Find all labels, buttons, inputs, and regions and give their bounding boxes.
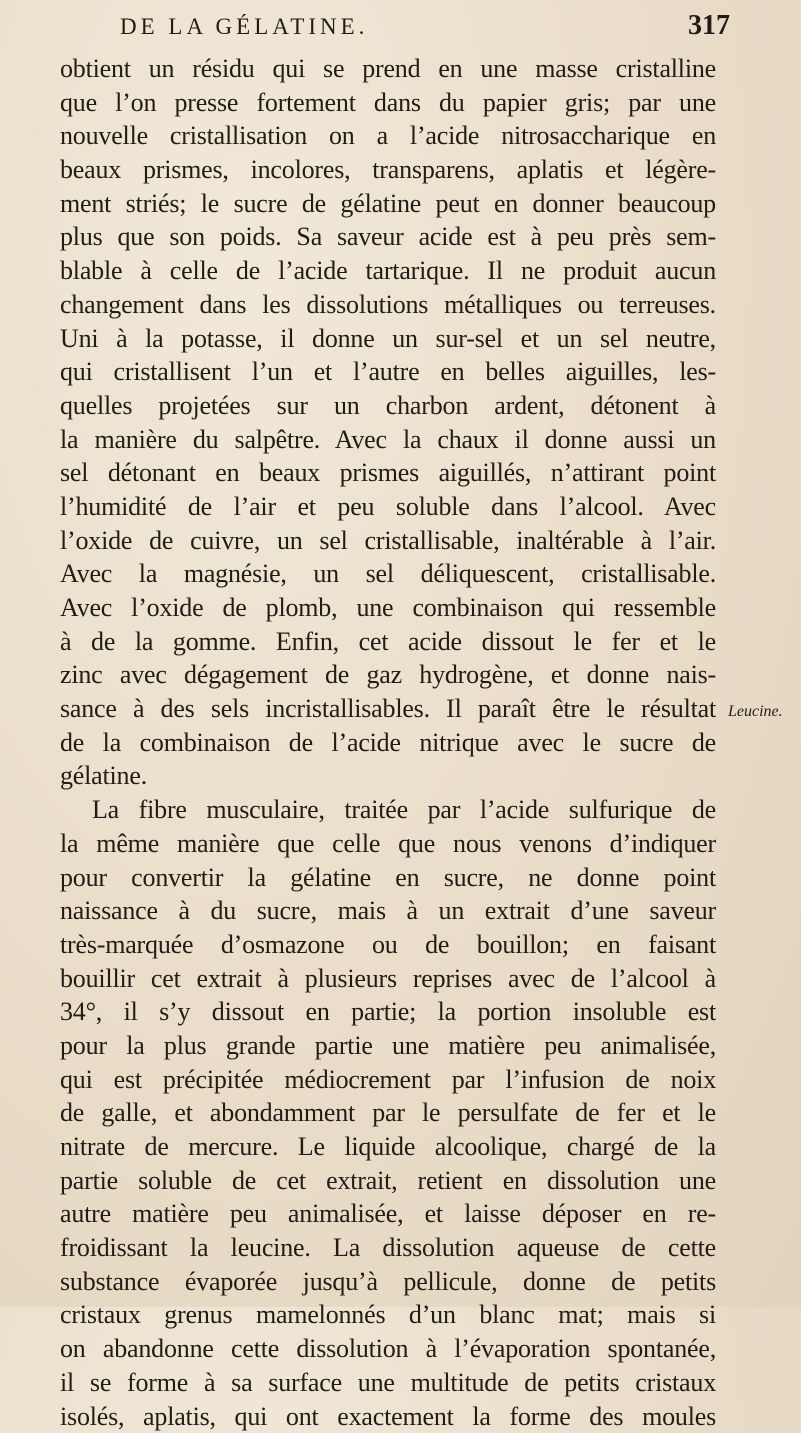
text-line: très-marquée d’osmazone ou de bouillon; en faisant <box>60 928 716 962</box>
text-line: pour convertir la gélatine en sucre, ne donne point <box>60 861 716 895</box>
text-line: la manière du salpêtre. Avec la chaux il donne aussi un <box>60 423 716 457</box>
text-line: blable à celle de l’acide tartarique. Il ne produit aucun <box>60 254 716 288</box>
text-line: substance évaporée jusqu’à pellicule, donne de petits <box>60 1265 716 1299</box>
margin-note: Leucine. <box>728 703 783 721</box>
text-line: zinc avec dégagement de gaz hydrogène, et donne nais- <box>60 658 716 692</box>
text-line: partie soluble de cet extrait, retient en dissolution une <box>60 1164 716 1198</box>
text-line: l’oxide de cuivre, un sel cristallisable, inaltérable à l’air. <box>60 524 716 558</box>
text-line: la même manière que celle que nous venons d’indiquer <box>60 827 716 861</box>
text-line: de galle, et abondamment par le persulfate de fer et le <box>60 1096 716 1130</box>
text-line: naissance à du sucre, mais à un extrait d’une saveur <box>60 894 716 928</box>
page-number: 317 <box>688 10 730 42</box>
text-line: on abandonne cette dissolution à l’évaporation spontanée, <box>60 1332 716 1366</box>
text-line: pour la plus grande partie une matière peu animalisée, <box>60 1029 716 1063</box>
text-line: plus que son poids. Sa saveur acide est à peu près sem- <box>60 220 716 254</box>
running-title: DE LA GÉLATINE. <box>120 14 368 40</box>
text-line: ment striés; le sucre de gélatine peut en donner beaucoup <box>60 187 716 221</box>
text-line: autre matière peu animalisée, et laisse déposer en re- <box>60 1197 716 1231</box>
text-line: Uni à la potasse, il donne un sur-sel et un sel neutre, <box>60 322 716 356</box>
text-line: il se forme à sa surface une multitude de petits cristaux <box>60 1366 716 1400</box>
text-line: l’humidité de l’air et peu soluble dans l’alcool. Avec <box>60 490 716 524</box>
text-line: cristaux grenus mamelonnés d’un blanc mat; mais si <box>60 1298 716 1332</box>
body-text <box>60 52 716 1433</box>
text-line: nitrate de mercure. Le liquide alcoolique, chargé de la <box>60 1130 716 1164</box>
text-line: obtient un résidu qui se prend en une masse cristalline <box>60 52 716 86</box>
text-line: Avec la magnésie, un sel déliquescent, cristallisable. <box>60 557 716 591</box>
text-line: de la combinaison de l’acide nitrique avec le sucre de <box>60 726 716 760</box>
text-line: changement dans les dissolutions métalliques ou terreuses. <box>60 288 716 322</box>
paragraph-start-line: La fibre musculaire, traitée par l’acide sulfurique de <box>60 793 716 827</box>
text-line: froidissant la leucine. La dissolution aqueuse de cette <box>60 1231 716 1265</box>
text-line: à de la gomme. Enfin, cet acide dissout le fer et le <box>60 625 716 659</box>
text-line: isolés, aplatis, qui ont exactement la forme des moules <box>60 1400 716 1433</box>
paragraph-end-line: gélatine. <box>60 759 716 793</box>
text-line: nouvelle cristallisation on a l’acide nitrosaccharique en <box>60 119 716 153</box>
text-line: sel détonant en beaux prismes aiguillés, n’attirant point <box>60 456 716 490</box>
text-line: sance à des sels incristallisables. Il paraît être le résultat <box>60 692 716 726</box>
page-header <box>80 8 730 48</box>
text-line: Avec l’oxide de plomb, une combinaison qui ressemble <box>60 591 716 625</box>
text-line: que l’on presse fortement dans du papier gris; par une <box>60 86 716 120</box>
text-line: qui est précipitée médiocrement par l’infusion de noix <box>60 1063 716 1097</box>
text-line: qui cristallisent l’un et l’autre en belles aiguilles, les- <box>60 355 716 389</box>
text-line: quelles projetées sur un charbon ardent, détonent à <box>60 389 716 423</box>
text-line: 34°, il s’y dissout en partie; la portion insoluble est <box>60 995 716 1029</box>
text-line: beaux prismes, incolores, transparens, aplatis et légère- <box>60 153 716 187</box>
text-line: bouillir cet extrait à plusieurs reprises avec de l’alcool à <box>60 962 716 996</box>
